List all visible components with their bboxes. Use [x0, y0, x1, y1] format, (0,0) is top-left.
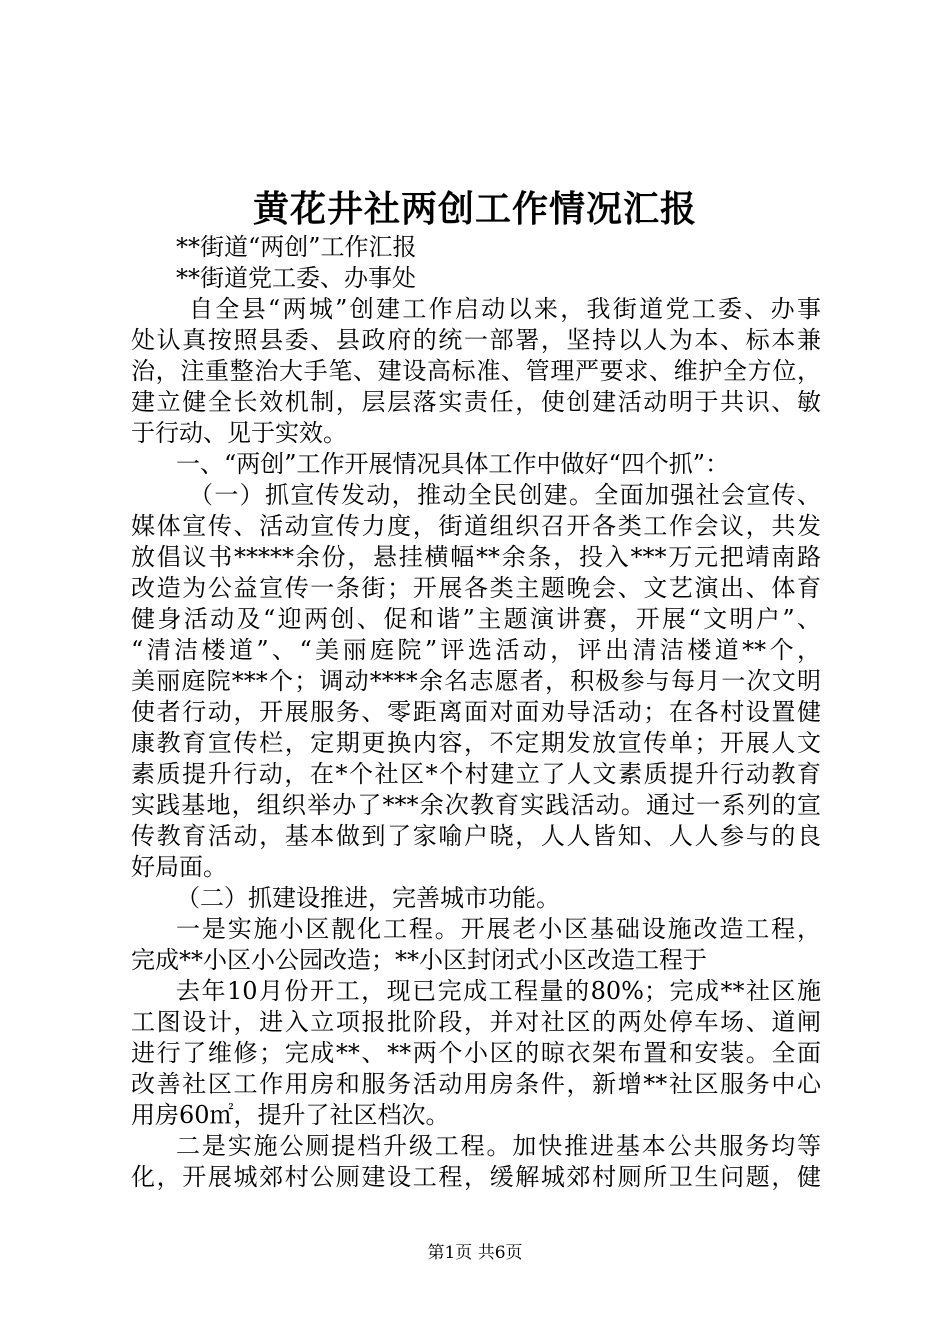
paragraph-line: 进行了维修；完成**、**两个小区的晾衣架布置和安装。全面 [131, 1039, 821, 1067]
paragraph-line: 传教育活动，基本做到了家喻户晓，人人皆知、人人参与的良 [131, 822, 821, 850]
paragraph-line: 美丽庭院***个；调动****余名志愿者，积极参与每月一次文明 [131, 667, 821, 695]
paragraph-line: 一是实施小区靓化工程。开展老小区基础设施改造工程， [176, 915, 821, 943]
section-heading: 一、“两创”工作开展情况具体工作中做好“四个抓”： [176, 450, 730, 478]
paragraph-line: 化，开展城郊村公厕建设工程，缓解城郊村厕所卫生问题，健 [131, 1163, 821, 1191]
page-footer: 第1页 共6页 [427, 1243, 523, 1263]
paragraph-line: 治，注重整治大手笔、建设高标准、管理严要求、维护全方位， [131, 357, 821, 385]
paragraph-line: （一）抓宣传发动，推动全民创建。全面加强社会宣传、 [189, 481, 821, 509]
paragraph-line: 放倡议书*****余份，悬挂横幅**余条，投入***万元把靖南路 [131, 543, 821, 571]
paragraph-line: 实践基地，组织举办了***余次教育实践活动。通过一系列的宣 [131, 791, 821, 819]
paragraph-line: “清洁楼道”、“美丽庭院”评选活动，评出清洁楼道**个， [131, 636, 821, 664]
paragraph-line: 媒体宣传、活动宣传力度，街道组织召开各类工作会议，共发 [131, 512, 821, 540]
paragraph-line: 改造为公益宣传一条街；开展各类主题晚会、文艺演出、体育 [131, 574, 821, 602]
paragraph-line: 健身活动及“迎两创、促和谐”主题演讲赛，开展“文明户”、 [131, 605, 821, 633]
paragraph-line: 素质提升行动，在*个社区*个村建立了人文素质提升行动教育 [131, 760, 821, 788]
document-title: 黄花井社两创工作情况汇报 [252, 188, 697, 230]
document-body [131, 232, 821, 1193]
paragraph-line: 用房60㎡，提升了社区档次。 [131, 1101, 450, 1129]
paragraph-line: 改善社区工作用房和服务活动用房条件，新增**社区服务中心 [131, 1070, 821, 1098]
paragraph-line: 于行动、见于实效。 [131, 419, 347, 447]
paragraph-line: 自全县“两城”创建工作启动以来，我街道党工委、办事 [189, 295, 821, 323]
subtitle-line: **街道“两创”工作汇报 [176, 233, 417, 261]
paragraph-line: 二是实施公厕提档升级工程。加快推进基本公共服务均等 [176, 1132, 821, 1160]
paragraph-line: 工图设计，进入立项报批阶段，并对社区的两处停车场、道闸 [131, 1008, 821, 1036]
paragraph-line: 建立健全长效机制，层层落实责任，使创建活动明于共识、敏 [131, 388, 821, 416]
paragraph-line: 好局面。 [131, 853, 227, 881]
subsection-heading: （二）抓建设推进，完善城市功能。 [176, 884, 560, 912]
paragraph-line: 康教育宣传栏，定期更换内容，不定期发放宣传单；开展人文 [131, 729, 821, 757]
paragraph-line: 完成**小区小公园改造；**小区封闭式小区改造工程于 [131, 946, 707, 974]
paragraph-line: 处认真按照县委、县政府的统一部署，坚持以人为本、标本兼 [131, 326, 821, 354]
author-line: **街道党工委、办事处 [176, 264, 416, 292]
paragraph-line: 使者行动，开展服务、零距离面对面劝导活动；在各村设置健 [131, 698, 821, 726]
paragraph-line: 去年10月份开工，现已完成工程量的80%；完成**社区施 [176, 977, 821, 1005]
